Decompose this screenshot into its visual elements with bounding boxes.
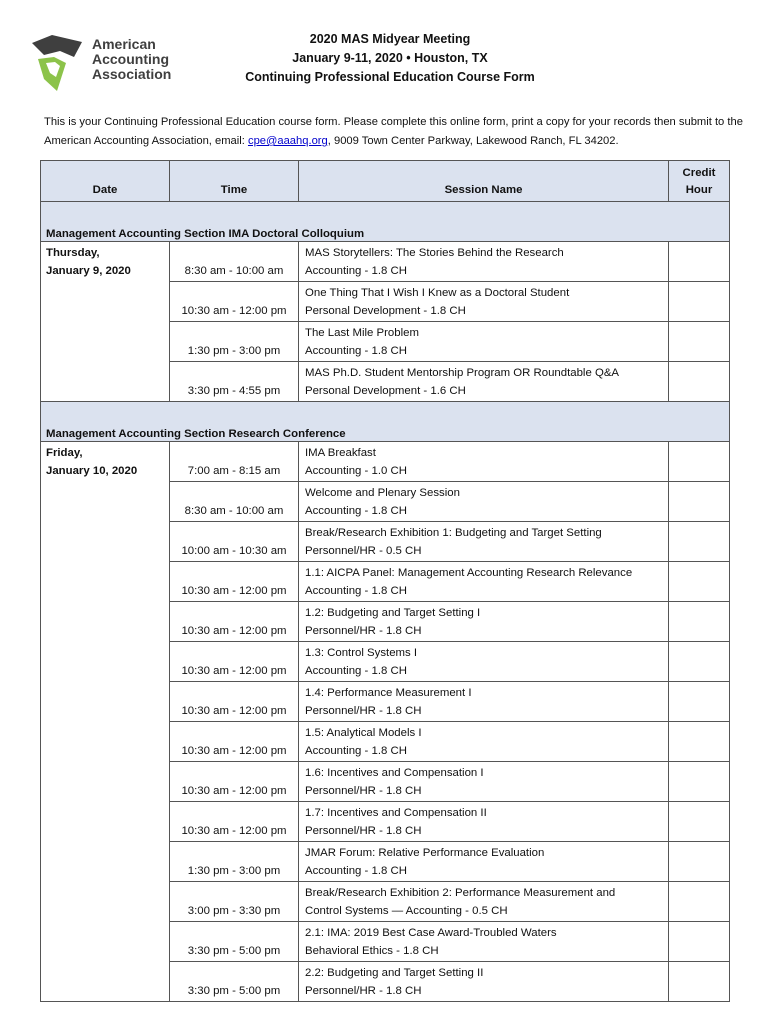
session-category: Accounting - 1.8 CH: [305, 265, 407, 277]
section-row: [41, 202, 730, 242]
time-cell: 10:30 am - 12:00 pm: [170, 562, 299, 602]
date-full: January 10, 2020: [46, 465, 138, 477]
time-cell: 10:30 am - 12:00 pm: [170, 762, 299, 802]
header-credit-line-2: Hour: [685, 184, 713, 196]
session-name: One Thing That I Wish I Knew as a Doctoral Student: [305, 287, 570, 299]
credit-hour-input[interactable]: [669, 802, 730, 842]
credit-hour-input[interactable]: [669, 842, 730, 882]
email-link[interactable]: cpe@aaahq.org: [247, 135, 328, 147]
time-cell: 3:30 pm - 4:55 pm: [170, 362, 299, 402]
date-day: Thursday,: [46, 247, 100, 259]
credit-hour-input[interactable]: [669, 242, 730, 282]
intro-text-before: This is your Continuing Professional Education course form. Please complete this online form, print a copy for your records then submit to the American Accounting Association, email:: [44, 116, 743, 147]
section-title-research-conference: Management Accounting Section Research Conference: [41, 402, 730, 442]
credit-hour-input[interactable]: [669, 882, 730, 922]
session-name: 2.1: IMA: 2019 Best Case Award-Troubled Waters: [305, 927, 557, 939]
time-cell: 10:00 am - 10:30 am: [170, 522, 299, 562]
credit-hour-input[interactable]: [669, 682, 730, 722]
session-cell: [299, 642, 669, 682]
session-cell: [299, 802, 669, 842]
session-category: Behavioral Ethics - 1.8 CH: [305, 945, 439, 957]
session-cell: [299, 882, 669, 922]
session-category: Control Systems — Accounting - 0.5 CH: [305, 905, 508, 917]
intro-paragraph: [44, 113, 744, 151]
session-cell: [299, 242, 669, 282]
header-date: Date: [41, 161, 170, 202]
header-credit-hour: [669, 161, 730, 202]
session-category: Accounting - 1.8 CH: [305, 585, 407, 597]
session-cell: [299, 362, 669, 402]
date-cell-thursday: [41, 242, 170, 402]
time-cell: 10:30 am - 12:00 pm: [170, 602, 299, 642]
session-cell: [299, 682, 669, 722]
time-cell: 1:30 pm - 3:00 pm: [170, 322, 299, 362]
session-category: Personnel/HR - 1.8 CH: [305, 625, 422, 637]
session-name: 1.3: Control Systems I: [305, 647, 418, 659]
session-name: IMA Breakfast: [305, 447, 376, 459]
session-cell: [299, 922, 669, 962]
credit-hour-input[interactable]: [669, 962, 730, 1002]
session-name: 1.5: Analytical Models I: [305, 727, 422, 739]
credit-hour-input[interactable]: [669, 362, 730, 402]
credit-hour-input[interactable]: [669, 282, 730, 322]
session-name: 1.7: Incentives and Compensation II: [305, 807, 487, 819]
section-title-doctoral-colloquium: Management Accounting Section IMA Doctoral Colloquium: [41, 202, 730, 242]
time-cell: 10:30 am - 12:00 pm: [170, 282, 299, 322]
session-name: JMAR Forum: Relative Performance Evaluation: [305, 847, 545, 859]
intro-text-after: , 9009 Town Center Parkway, Lakewood Ranch, FL 34202.: [327, 135, 619, 147]
session-cell: [299, 482, 669, 522]
session-name: Break/Research Exhibition 2: Performance Measurement and: [305, 887, 616, 899]
session-cell: [299, 562, 669, 602]
date-cell-friday: [41, 442, 170, 1002]
session-name: 1.2: Budgeting and Target Setting I: [305, 607, 481, 619]
session-cell: [299, 442, 669, 482]
credit-hour-input[interactable]: [669, 482, 730, 522]
time-cell: 3:30 pm - 5:00 pm: [170, 962, 299, 1002]
time-cell: 10:30 am - 12:00 pm: [170, 722, 299, 762]
table-row: [41, 442, 730, 482]
credit-hour-input[interactable]: [669, 602, 730, 642]
header-session-name: Session Name: [299, 161, 669, 202]
header-credit-line-1: Credit: [682, 167, 716, 179]
session-name: MAS Storytellers: The Stories Behind the Research: [305, 247, 564, 259]
session-name: 1.1: AICPA Panel: Management Accounting Research Relevance: [305, 567, 633, 579]
aaa-logo: [30, 33, 190, 93]
form-title: Continuing Professional Education Course Form: [245, 70, 535, 84]
session-category: Accounting - 1.8 CH: [305, 745, 407, 757]
table-body: [41, 202, 730, 1002]
meeting-dates-location: January 9-11, 2020 • Houston, TX: [292, 51, 488, 65]
session-name: 1.4: Performance Measurement I: [305, 687, 472, 699]
credit-hour-input[interactable]: [669, 922, 730, 962]
header-time: Time: [170, 161, 299, 202]
session-name: 1.6: Incentives and Compensation I: [305, 767, 484, 779]
session-cell: [299, 522, 669, 562]
session-category: Personal Development - 1.8 CH: [305, 305, 466, 317]
session-category: Accounting - 1.8 CH: [305, 345, 407, 357]
session-name: 2.2: Budgeting and Target Setting II: [305, 967, 484, 979]
session-category: Accounting - 1.8 CH: [305, 505, 407, 517]
time-cell: 10:30 am - 12:00 pm: [170, 802, 299, 842]
credit-hour-input[interactable]: [669, 322, 730, 362]
table-row: [41, 242, 730, 282]
logo-line-3: Association: [92, 66, 172, 82]
cpe-course-table: [40, 160, 730, 1002]
session-category: Accounting - 1.8 CH: [305, 665, 407, 677]
session-cell: [299, 722, 669, 762]
session-cell: [299, 602, 669, 642]
session-category: Personnel/HR - 0.5 CH: [305, 545, 422, 557]
session-cell: [299, 842, 669, 882]
session-category: Personnel/HR - 1.8 CH: [305, 985, 422, 997]
logo-line-1: American: [92, 36, 156, 52]
time-cell: 10:30 am - 12:00 pm: [170, 642, 299, 682]
credit-hour-input[interactable]: [669, 562, 730, 602]
session-cell: [299, 282, 669, 322]
session-name: MAS Ph.D. Student Mentorship Program OR Roundtable Q&A: [305, 367, 620, 379]
credit-hour-input[interactable]: [669, 522, 730, 562]
time-cell: 8:30 am - 10:00 am: [170, 482, 299, 522]
date-day: Friday,: [46, 447, 83, 459]
aaa-logo-icon: [30, 33, 88, 93]
credit-hour-input[interactable]: [669, 442, 730, 482]
session-category: Personnel/HR - 1.8 CH: [305, 825, 422, 837]
section-row: [41, 402, 730, 442]
session-name: Break/Research Exhibition 1: Budgeting and Target Setting: [305, 527, 602, 539]
session-name: The Last Mile Problem: [305, 327, 419, 339]
session-cell: [299, 762, 669, 802]
session-cell: [299, 322, 669, 362]
meeting-title: 2020 MAS Midyear Meeting: [309, 32, 471, 46]
session-cell: [299, 962, 669, 1002]
credit-hour-input[interactable]: [669, 762, 730, 802]
session-name: Welcome and Plenary Session: [305, 487, 460, 499]
form-header: [220, 30, 560, 87]
session-category: Personnel/HR - 1.8 CH: [305, 705, 422, 717]
session-category: Personal Development - 1.6 CH: [305, 385, 466, 397]
credit-hour-input[interactable]: [669, 642, 730, 682]
time-cell: 3:00 pm - 3:30 pm: [170, 882, 299, 922]
time-cell: 8:30 am - 10:00 am: [170, 242, 299, 282]
time-cell: 3:30 pm - 5:00 pm: [170, 922, 299, 962]
time-cell: 10:30 am - 12:00 pm: [170, 682, 299, 722]
time-cell: 1:30 pm - 3:00 pm: [170, 842, 299, 882]
logo-line-2: Accounting: [92, 51, 169, 67]
time-cell: 7:00 am - 8:15 am: [170, 442, 299, 482]
session-category: Accounting - 1.8 CH: [305, 865, 407, 877]
session-category: Accounting - 1.0 CH: [305, 465, 407, 477]
session-category: Personnel/HR - 1.8 CH: [305, 785, 422, 797]
logo-wordmark: [92, 37, 171, 82]
credit-hour-input[interactable]: [669, 722, 730, 762]
date-full: January 9, 2020: [46, 265, 131, 277]
